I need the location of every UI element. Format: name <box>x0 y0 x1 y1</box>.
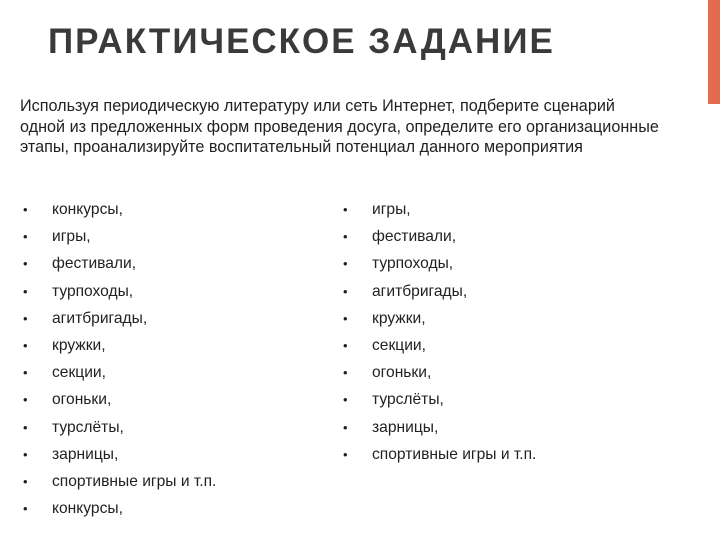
list-item <box>20 196 216 223</box>
list-item-label: фестивали, <box>52 255 137 273</box>
list-item-label: зарницы, <box>372 418 439 436</box>
list-item <box>340 223 536 250</box>
bullet-icon: • <box>23 283 28 299</box>
bullet-icon: • <box>23 365 28 381</box>
list-item <box>340 250 536 277</box>
list-item-label: турслёты, <box>372 391 444 409</box>
list-item <box>20 250 216 277</box>
bullet-icon: • <box>23 310 28 326</box>
list-item <box>340 386 536 413</box>
list-item-label: спортивные игры и т.п. <box>372 445 537 463</box>
bullet-icon: • <box>23 256 28 272</box>
list-item <box>340 278 536 305</box>
list-item-label: огоньки, <box>372 364 432 382</box>
bullet-icon: • <box>343 283 348 299</box>
right-bullet-list <box>340 196 536 468</box>
bullet-icon: • <box>343 419 348 435</box>
bullet-icon: • <box>23 501 28 517</box>
bullet-icon: • <box>343 392 348 408</box>
list-item <box>340 196 536 223</box>
bullet-icon: • <box>23 202 28 217</box>
list-item <box>20 359 216 386</box>
accent-bar <box>708 0 720 104</box>
list-item-label: конкурсы, <box>52 500 123 518</box>
bullet-icon: • <box>343 229 348 245</box>
list-item <box>20 414 216 441</box>
list-item-label: конкурсы, <box>52 201 123 218</box>
list-item-label: турпоходы, <box>52 282 134 300</box>
list-item-label: кружки, <box>52 336 106 354</box>
bullet-icon: • <box>343 202 348 217</box>
list-item-label: фестивали, <box>372 228 457 246</box>
left-bullet-list <box>20 196 216 522</box>
bullet-icon: • <box>23 337 28 353</box>
list-item-label: спортивные игры и т.п. <box>52 472 217 490</box>
bullet-icon: • <box>23 392 28 408</box>
list-item-label: агитбригады, <box>52 309 148 327</box>
list-item <box>20 332 216 359</box>
task-description: Используя периодическую литературу или сеть Интернет, подберите сценарий одной из предложенных форм проведения досуга, определите его организационные этапы, проанализируйте воспитательный потенциал данного мероприятия <box>20 97 659 156</box>
list-item-label: турслёты, <box>52 418 124 436</box>
list-item <box>20 386 216 413</box>
list-item <box>20 468 216 495</box>
list-item-label: кружки, <box>372 309 426 327</box>
bullet-icon: • <box>23 419 28 435</box>
list-item <box>340 441 536 468</box>
bullet-icon: • <box>343 256 348 272</box>
list-item-label: зарницы, <box>52 445 119 463</box>
list-item <box>20 441 216 468</box>
list-item <box>20 223 216 250</box>
slide-title: ПРАКТИЧЕСКОЕ ЗАДАНИЕ <box>48 22 555 61</box>
list-item-label: агитбригады, <box>372 282 468 300</box>
bullet-icon: • <box>343 310 348 326</box>
bullet-icon: • <box>343 365 348 381</box>
bullet-icon: • <box>23 473 28 489</box>
list-item-label: огоньки, <box>52 391 112 409</box>
list-item-label: игры, <box>372 201 411 218</box>
bullet-icon: • <box>343 337 348 353</box>
bullet-icon: • <box>343 446 348 462</box>
list-item-label: турпоходы, <box>372 255 454 273</box>
list-item <box>340 359 536 386</box>
list-item <box>340 305 536 332</box>
list-item <box>340 414 536 441</box>
bullet-icon: • <box>23 446 28 462</box>
list-item <box>20 495 216 522</box>
list-item-label: секции, <box>372 336 426 354</box>
list-item-label: игры, <box>52 228 91 246</box>
list-item <box>20 278 216 305</box>
list-item <box>20 305 216 332</box>
bullet-icon: • <box>23 229 28 245</box>
list-item-label: секции, <box>52 364 106 382</box>
list-item <box>340 332 536 359</box>
